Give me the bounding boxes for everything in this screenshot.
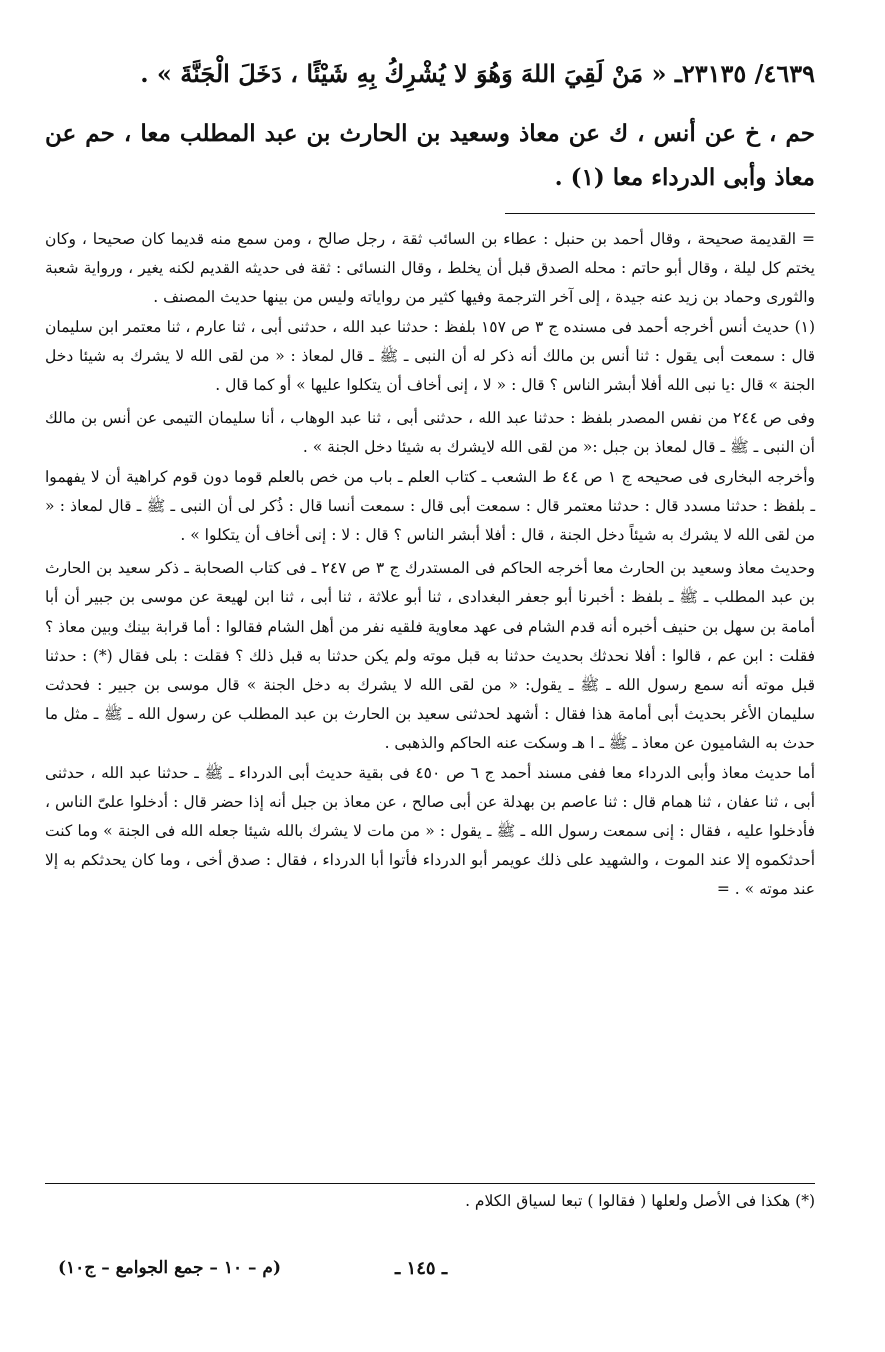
star-note-separator <box>45 1183 815 1184</box>
hadith-text: ٤٦٣٩/ ٢٣١٣٥ـ « مَنْ لَقِيَ اللهَ وَهُوَ لا يُشْرِكُ بِهِ شَيْئًا ، دَخَلَ الْجَنَّةَ » . <box>140 59 815 88</box>
footnote-paragraph: وأخرجه البخارى فى صحيحه ج ١ ص ٤٤ ط الشعب ـ كتاب العلم ـ باب من خص بالعلم قوما دون قوم كراهية أن لا يفهموا ـ بلفظ : حدثنا مسدد قال : حدثنا معتمر قال : سمعت أبى قال : سمعت أنسا قال : ذُكر لى أن النبى ـ ﷺ ـ قال لمعاذ : « من لقى الله لا يشرك به شيئاً دخل الجنة ، قال : أفلا أبشر الناس ؟ قال : لا : إنى أخاف أن يتكلوا » . <box>45 467 816 545</box>
page-number: ـ ١٤٥ ـ <box>395 1258 448 1279</box>
footnote-paragraph: أما حديث معاذ وأبى الدرداء معا ففى مسند أحمد ج ٦ ص ٤٥٠ فى بقية حديث أبى الدرداء ـ ﷺ ـ حدثنا عبد الله ، حدثنى أبى ، ثنا عفان ، ثنا همام قال : ثنا عاصم بن بهدلة عن أبى صالح ، عن معاذ بن جبل أنه إذا حضر قال : أدخلوا علىّ الناس ، فأدخلوا عليه ، فقال : إنى سمعت رسول الله ـ ﷺ ـ يقول : « من مات لا يشرك بالله شيئا جعله الله فى الجنة » وما كنت أحدثكموه إلا عند الموت ، والشهيد على ذلك عويمر أبو الدرداء فأتوا أبا الدرداء ، فقال : صدق أخى ، وما كان يحدثكم به إلا عند موته » . = <box>45 763 815 899</box>
footnote-paragraph: وفى ص ٢٤٤ من نفس المصدر بلفظ : حدثنا عبد الله ، حدثنى أبى ، ثنا عبد الوهاب ، أنا سليمان التيمى عن أنس بن مالك أن النبى ـ ﷺ ـ قال لمعاذ بن جبل :« من لقى الله لايشرك به شيئا دخل الجنة » . <box>45 409 815 457</box>
hadith-sources: حم ، خ عن أنس ، ك عن معاذ وسعيد بن الحارث بن عبد المطلب معا ، حم عن معاذ وأبى الدرداء معا (١) . <box>45 120 815 191</box>
printer-signature: (م – ١٠ – جمع الجوامع – ج١٠) <box>58 1258 281 1278</box>
star-note: (*) هكذا فى الأصل ولعلها ( فقالوا ) تبعا لسياق الكلام . <box>465 1192 815 1210</box>
footnote-separator <box>505 213 815 214</box>
footnote-paragraph: وحديث معاذ وسعيد بن الحارث معا أخرجه الحاكم فى المستدرك ج ٣ ص ٢٤٧ ـ فى كتاب الصحابة ـ ذكر سعيد بن الحارث بن عبد المطلب ـ ﷺ ـ بلفظ : أخبرنا أبو جعفر البغدادى ، ثنا أبو علاثة ، ثنا أبى ، ثنا ابن لهيعة عن موسى بن جبير أن أبا أمامة بن سهل بن حنيف أخبره أنه قدم الشام فى عهد معاوية فلقيه نفر من أهل الشام فقالوا : أما قرابة بينك وبين معاذ ؟ فقلت : ابن عم ، قالوا : أفلا نحدثك بحديث حدثنا به قبل موته ولم يكن حدثنا به قبل ذلك ؟ فقلت : بلى فقال (*) : حدثنا قبل موته أنه سمع رسول الله ـ ﷺ ـ يقول: « من لقى الله لا يشرك به دخل الجنة » قال موسى بن جبير : فحدثت سليمان الأغر بحديث أبى أمامة هذا فقال : أشهد لحدثنى سعيد بن الحارث بن عبد المطلب عن رسول الله ـ ﷺ ـ مثل ما حدث به الشاميون عن معاذ ـ ﷺ ـ ا هـ وسكت عنه الحاكم والذهبى . <box>45 559 816 753</box>
footnotes <box>45 225 815 905</box>
footnote-1: (١) حديث أنس أخرجه أحمد فى مسنده ج ٣ ص ١٥٧ بلفظ : حدثنا عبد الله ، حدثنى أبى ، ثنا عارم ، ثنا معتمر ابن سليمان قال : سمعت أبى يقول : ثنا أنس بن مالك أنه ذكر له أن النبى ـ ﷺ ـ قال لمعاذ : « من لقى الله لا يشرك به شيئا دخل الجنة » قال :يا نبى الله أفلا أبشر الناس ؟ قال : « لا ، إنى أخاف أن يتكلوا عليها » أو كما قال . <box>45 317 816 395</box>
footnote-continuation: = القديمة صحيحة ، وقال أحمد بن حنبل : عطاء بن السائب ثقة ، رجل صالح ، ومن سمع منه قديما كان صحيحا ، وكان يختم كل ليلة ، وقال أبو حاتم : محله الصدق قبل أن يخلط ، وقال النسائى : ثقة فى حديثه القديم لكنه يغير ، ورواية شعبة والثورى وحماد بن زيد عنه جيدة ، إلى آخر الترجمة وفيها كثير من رواياته وليس من بينها حديث المصنف . <box>45 230 816 307</box>
